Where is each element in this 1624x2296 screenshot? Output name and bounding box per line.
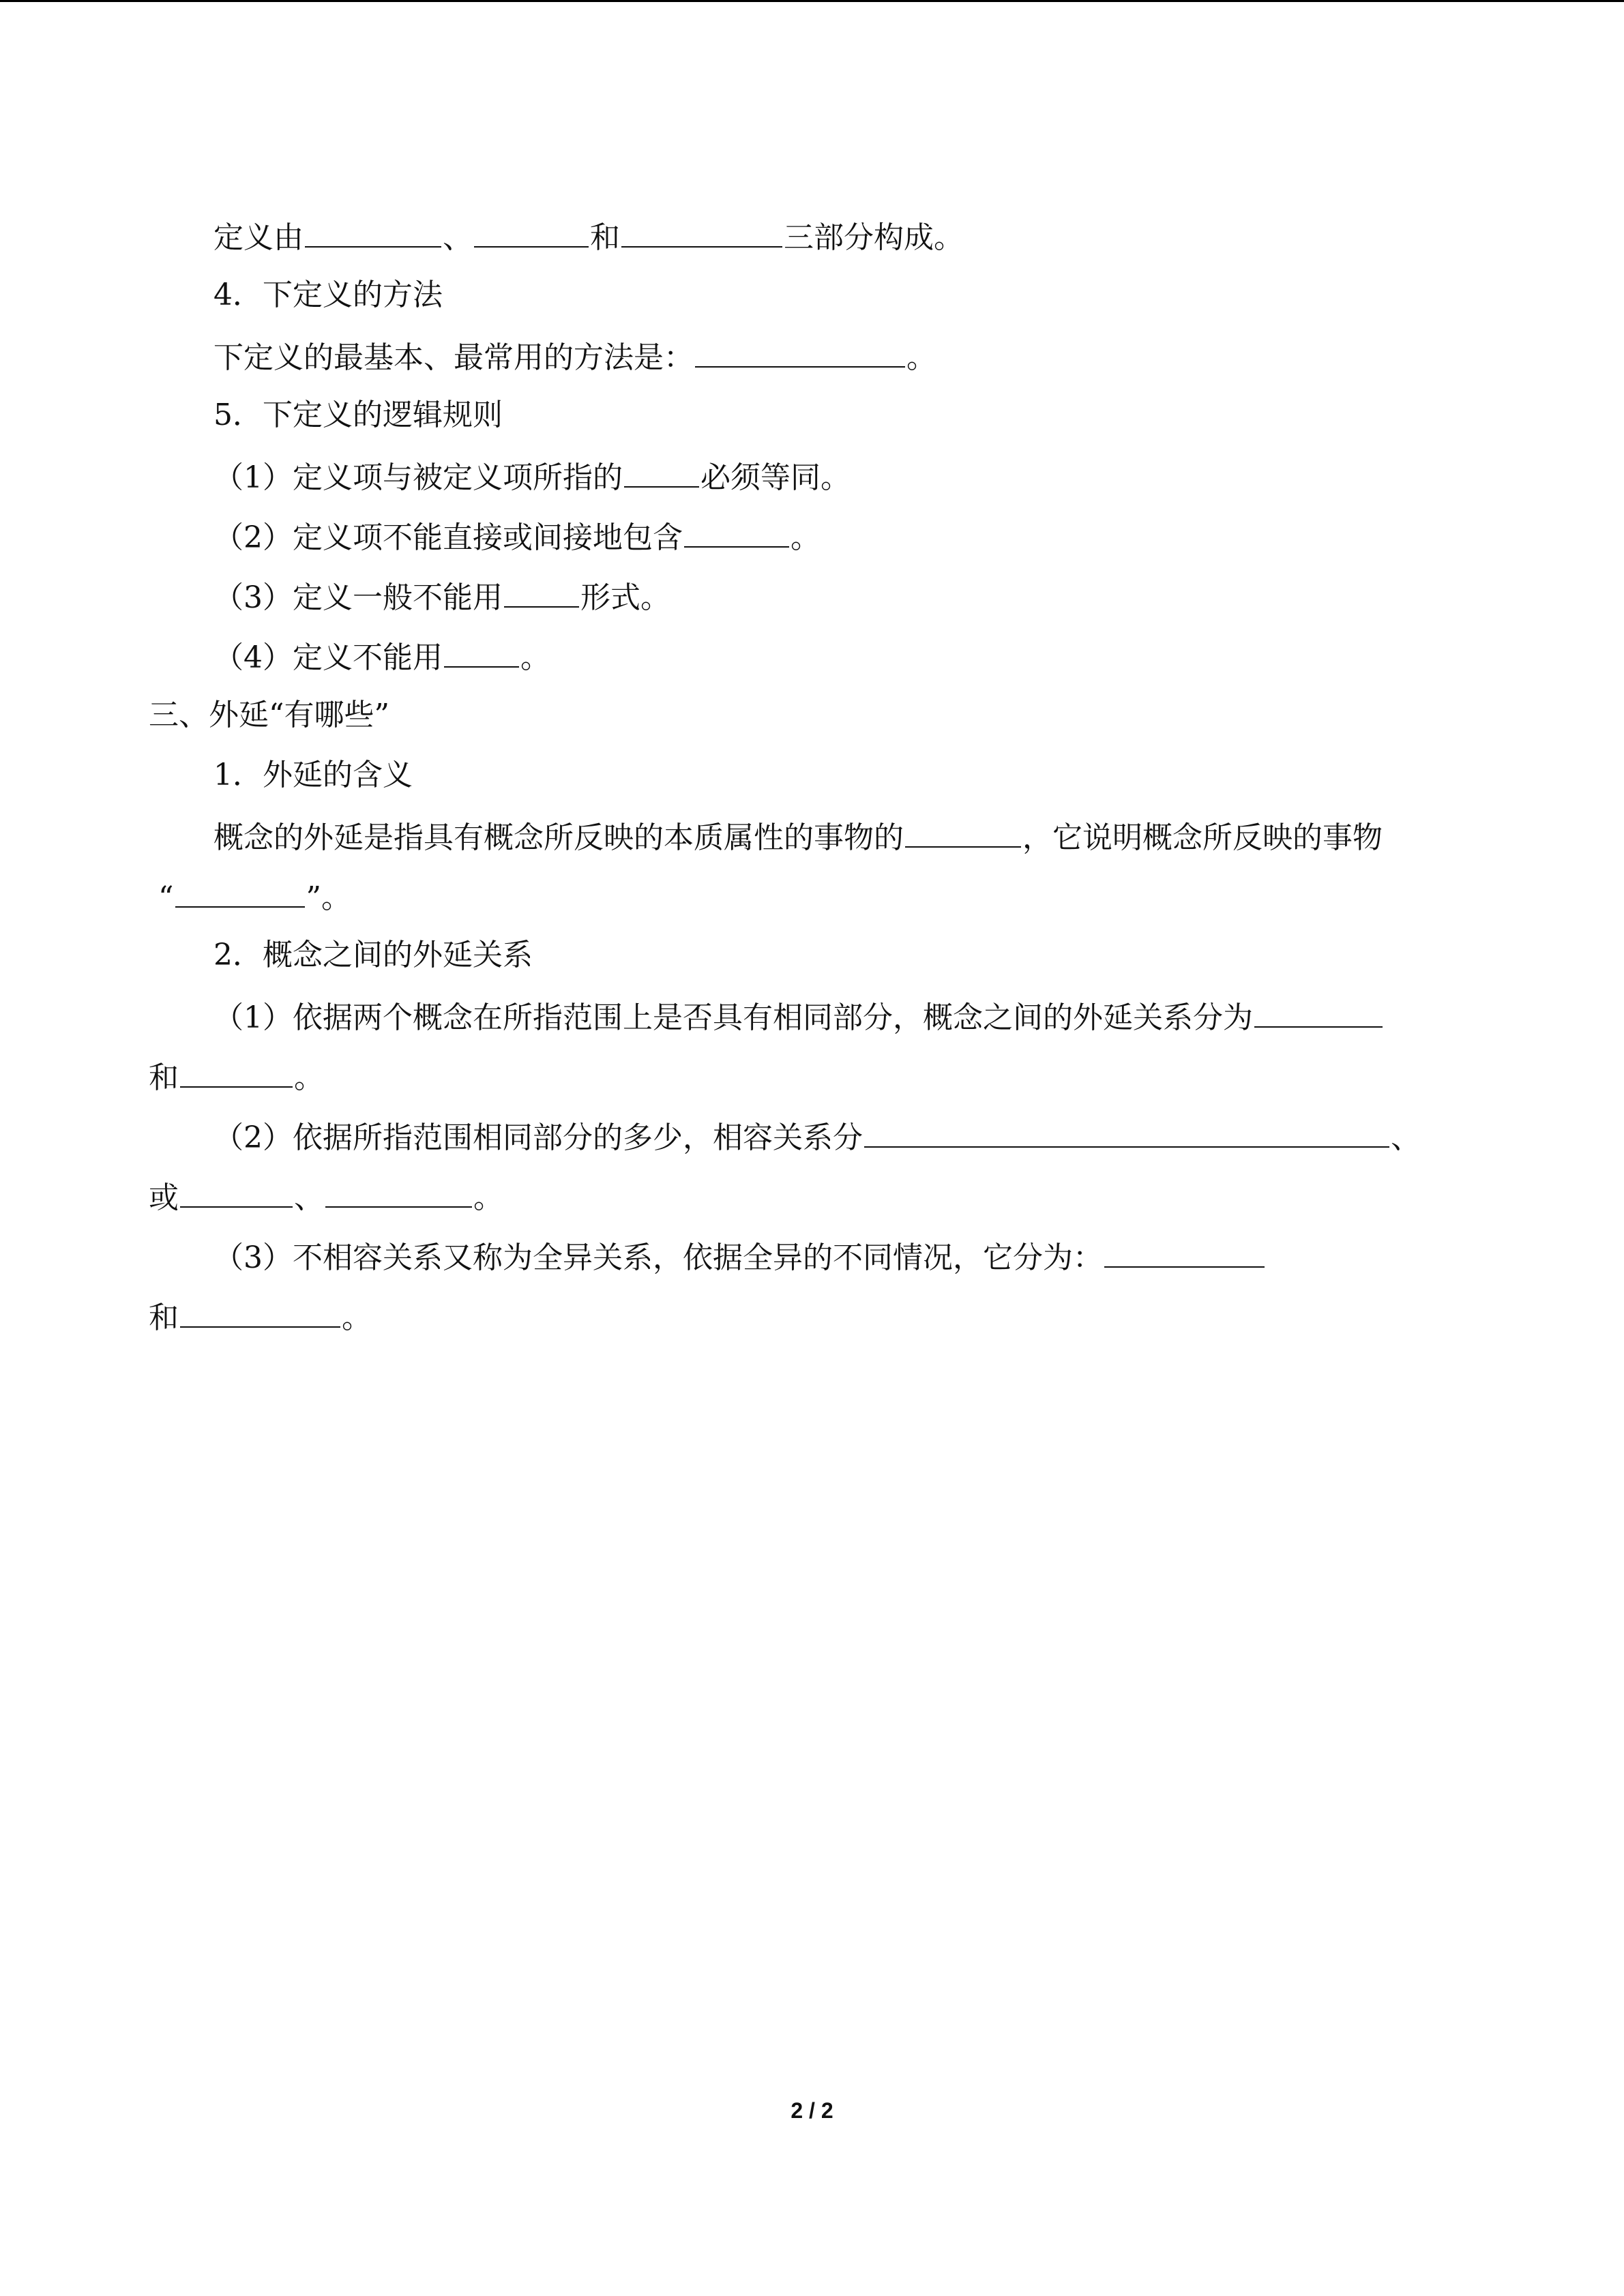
fill-blank[interactable]	[180, 1055, 293, 1088]
fill-blank[interactable]	[695, 335, 905, 368]
fill-blank[interactable]	[305, 215, 441, 248]
fill-blank[interactable]	[474, 215, 589, 248]
fill-blank[interactable]	[864, 1115, 1389, 1148]
relation-item-2: （2）依据所指范围相同部分的多少，相容关系分 、	[213, 1115, 1421, 1156]
fill-blank[interactable]	[1254, 995, 1383, 1028]
rule-item-2: （2）定义项不能直接或间接地包含 。	[213, 515, 821, 556]
fill-blank[interactable]	[444, 635, 519, 668]
relation-item-2-continued: 或 、 。	[149, 1175, 503, 1216]
section-heading-three: 三、外延“有哪些”	[149, 698, 389, 732]
rule-item-3: （3）定义一般不能用 形式。	[213, 575, 670, 616]
page-number: 2 / 2	[791, 2098, 833, 2123]
fill-blank[interactable]	[504, 575, 579, 608]
subheading-1: 1．外延的含义	[213, 758, 413, 792]
fill-blank[interactable]	[175, 875, 305, 908]
fill-blank[interactable]	[621, 215, 782, 248]
relation-item-3: （3）不相容关系又称为全异关系，依据全异的不同情况，它分为：	[213, 1235, 1266, 1276]
text-line-method: 下定义的最基本、最常用的方法是： 。	[213, 335, 936, 376]
section-heading-4: 4．下定义的方法	[213, 278, 443, 312]
fill-blank[interactable]	[1104, 1235, 1265, 1268]
subheading-2: 2．概念之间的外延关系	[213, 938, 533, 972]
text-line-quote-blank: “ ”。	[158, 875, 351, 916]
relation-item-1-continued: 和 。	[149, 1055, 324, 1096]
top-border-rule	[0, 0, 1624, 2]
text-line-definition-structure: 定义由 、 和 三部分构成。	[213, 215, 964, 256]
fill-blank[interactable]	[325, 1175, 472, 1208]
fill-blank[interactable]	[624, 455, 699, 488]
fill-blank[interactable]	[905, 815, 1021, 848]
relation-item-1: （1）依据两个概念在所指范围上是否具有相同部分，概念之间的外延关系分为	[213, 995, 1384, 1036]
fill-blank[interactable]	[684, 515, 789, 548]
section-heading-5: 5．下定义的逻辑规则	[213, 398, 503, 432]
fill-blank[interactable]	[180, 1295, 340, 1328]
relation-item-3-continued: 和 。	[149, 1295, 372, 1336]
text-line-extension-meaning: 概念的外延是指具有概念所反映的本质属性的事物的 ，它说明概念所反映的事物	[213, 815, 1383, 856]
rule-item-4: （4）定义不能用 。	[213, 635, 550, 676]
fill-blank[interactable]	[180, 1175, 293, 1208]
rule-item-1: （1）定义项与被定义项所指的 必须等同。	[213, 455, 851, 496]
